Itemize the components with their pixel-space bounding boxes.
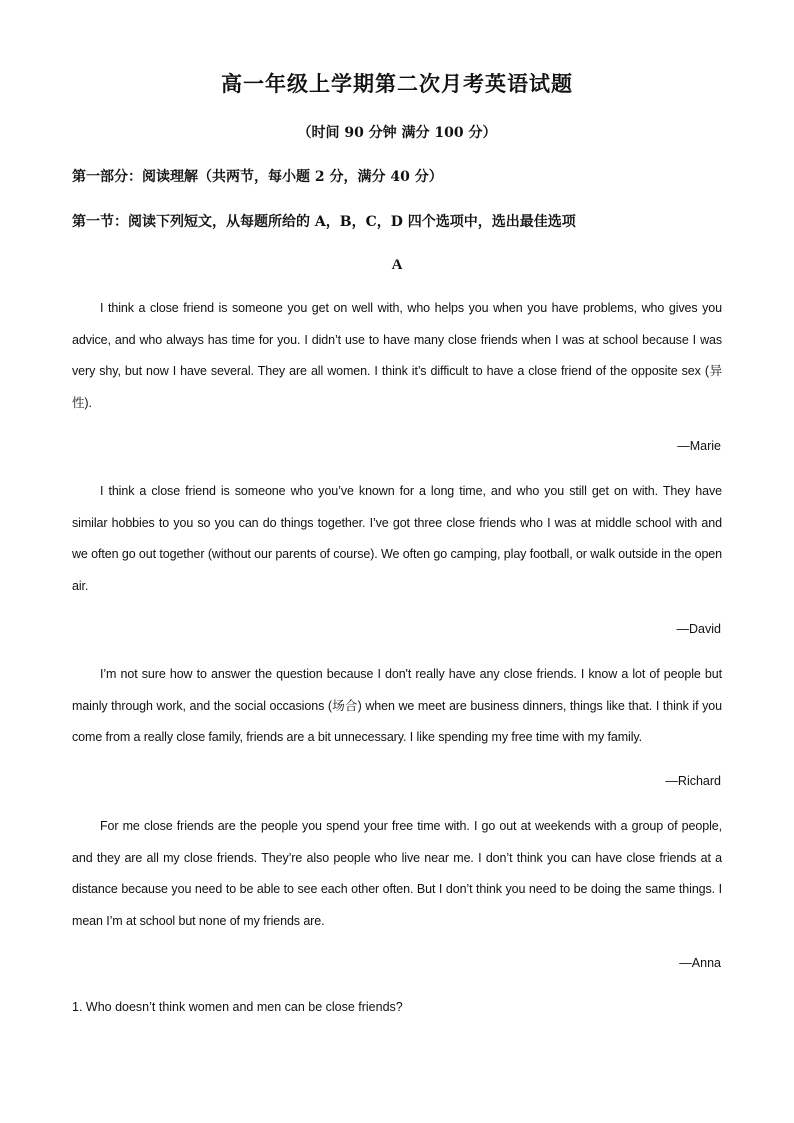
part-one-heading: 第一部分：阅读理解（共两节，每小题 2 分，满分 40 分） (72, 169, 443, 185)
author-richard: —Richard (665, 774, 721, 788)
section-one-heading: 第一节：阅读下列短文，从每题所给的 A，B，C，D 四个选项中，选出最佳选项 (72, 214, 576, 230)
paragraph-marie: I think a close friend is someone you get on well with, who helps you when you have problems, who gives you advice, and who always has time for you. I didn’t use to have many close friends when I was at school because I was very shy, but now I have several. They are all women. I think it’s difficult to have a close friend of the opposite sex (异性). (72, 301, 722, 410)
paragraph-richard: I’m not sure how to answer the question because I don't really have any close friends. I know a lot of people but mainly through work, and the social occasions (场合) when we meet are business dinners, things like that. I think if you come from a really close family, friends are a bit unnecessary. I like spending my free time with my family. (72, 667, 722, 744)
question-1: 1. Who doesn’t think women and men can be close friends? (72, 1000, 403, 1014)
paragraph-anna: For me close friends are the people you spend your free time with. I go out at weekends with a group of people, and they are all my close friends. They’re also people who live near me. I don’t think you can have close friends at a distance because you need to be able to see each other often. But I don’t think you need to be doing the same things. I mean I’m at school but none of my friends are. (72, 819, 722, 928)
exam-subtitle: （时间 90 分钟 满分 100 分） (297, 125, 497, 141)
author-anna: —Anna (679, 956, 721, 970)
passage-label: A (391, 257, 403, 273)
author-david: —David (676, 622, 721, 636)
author-marie: —Marie (677, 439, 721, 453)
exam-title: 高一年级上学期第二次月考英语试题 (221, 71, 573, 96)
paragraph-david: I think a close friend is someone who you’ve known for a long time, and who you still get on with. They have similar hobbies to you so you can do things together. I’ve got three close friends who I was at middle school with and we often go out together (without our parents of course). We often go camping, play football, or walk outside in the open air. (72, 484, 722, 593)
